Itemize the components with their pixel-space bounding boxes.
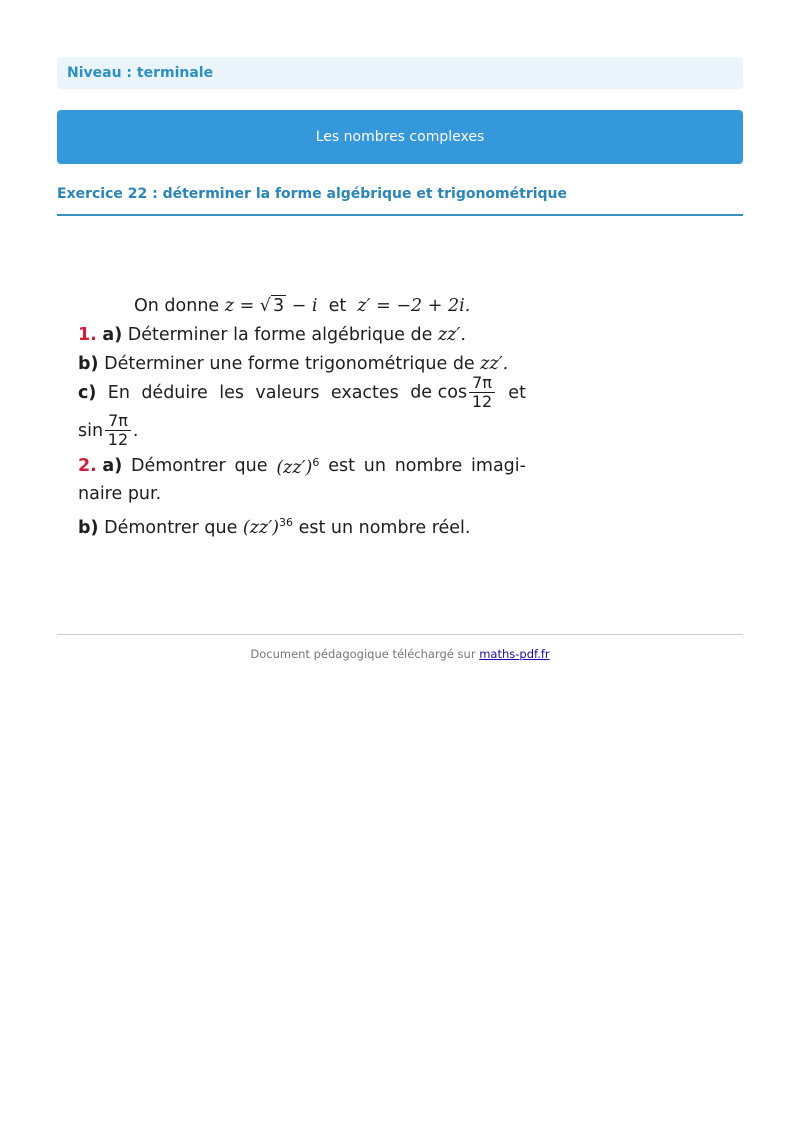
exercise-title: Exercice 22 : déterminer la forme algébrique et trigonométrique (57, 186, 743, 216)
exercise-statement (78, 290, 538, 550)
footer (57, 647, 743, 661)
fraction-7pi-12: $\frac{7\pi}{12}$ (469, 374, 495, 411)
course-title: Les nombres complexes (315, 129, 485, 145)
footer-text: Document pédagogique téléchargé sur (250, 647, 480, 661)
course-banner (57, 110, 743, 164)
question-1c-sin: sin $\frac{7\pi}{12}$ . (78, 411, 139, 449)
question-number: 1. (78, 325, 97, 345)
question-1c: c) En déduire les valeurs exactes de cos $\frac{7\pi}{12}$ et (78, 373, 526, 411)
question-2a: 2. a) Démontrer que $(zz')^6$ est un nombre imagi- (78, 456, 526, 478)
question-number: 2. (78, 456, 97, 476)
level-label: Niveau : terminale (67, 65, 214, 81)
intro-line: On donne z = √ 3 − i et z′ = −2 + 2i. (134, 296, 471, 316)
footer-divider (57, 634, 743, 635)
level-box (57, 57, 743, 89)
sqrt-symbol: √ (259, 296, 271, 316)
footer-link[interactable]: maths-pdf.fr (479, 647, 550, 661)
question-1b: b) Déterminer une forme trigonométrique de zz′. (78, 354, 509, 374)
question-2b: b) Démontrer que $(zz')^{36}$ est un nombre réel. (78, 516, 471, 538)
sqrt-argument: 3 (272, 296, 285, 316)
question-1a: 1. a) Déterminer la forme algébrique de zz′. (78, 325, 466, 345)
fraction-7pi-12: $\frac{7\pi}{12}$ (105, 412, 131, 449)
question-2a-continued: naire pur. (78, 484, 162, 504)
